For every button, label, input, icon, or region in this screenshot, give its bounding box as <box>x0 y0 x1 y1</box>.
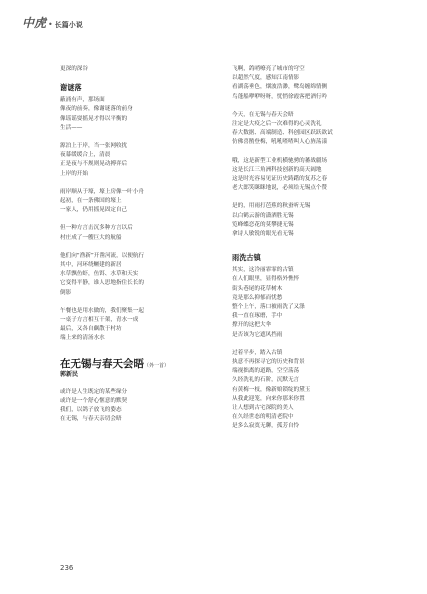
verse-line: 是的，用雨打芭蕉的秋蚕听无锡 <box>232 203 311 210</box>
verse-line: 在久经世态的明清老院中 <box>232 414 294 421</box>
verse-line: 这是长江三角洲科技创新的高天阔地 <box>232 166 322 173</box>
verse-line: 有黄梅一枝，像新娘锁绽的黛玉 <box>232 386 311 393</box>
verse-line: 这是时光容易见证历史踌躇的复苏之春 <box>232 176 328 182</box>
verse-line: 更深的深谷 <box>60 66 88 72</box>
poem-title-text: 在无锡与春天会晤 <box>60 357 144 370</box>
verse-line: 端上来的清汤水水 <box>60 335 105 342</box>
verse-line: 久经洗礼的石阶，沉默无言 <box>232 377 300 384</box>
verse-line: 今天，在无锡与春天会晤 <box>232 111 294 118</box>
verse-line: 在无锡，与春天亲切会晤 <box>60 416 122 423</box>
verse-line: 让人想到古宅深院的美人 <box>232 405 294 411</box>
verse-line: 水草飘鱼虾，鱼饵、水草和天实 <box>60 271 139 278</box>
verse-line: 整个上午，落口被雨洗了又涤 <box>232 304 305 310</box>
verse-line: 撑开的这把大伞 <box>232 322 272 329</box>
poem-title-tag: （外一首） <box>144 362 170 369</box>
verse-line: 鸟蓬船咿咿呀呀，忧悄徐霞客把酒行吟 <box>232 93 328 100</box>
verse-line: 蔽涌有声，那场面 <box>60 97 105 104</box>
verse-line: 执意不再探寻它的历史和背景 <box>232 359 305 365</box>
verse-line: 像夜的前奏，像谢谜落的前身 <box>60 106 133 113</box>
verse-line: 源泊上于岸，当一张网收扰 <box>60 143 128 149</box>
verse-line: 飞啊，鸽哨嘹亮了城市的穹空 <box>232 66 305 72</box>
verse-line: 过着平步，踏入古镇 <box>232 349 283 356</box>
poem-author: 郭新民 <box>60 370 79 378</box>
verse-line: 夜幕缓缓合上，清晨 <box>60 152 111 159</box>
verse-line: 端视拙离的道路，空空荡荡 <box>232 368 300 375</box>
verse-line: 上岸的开始 <box>60 170 88 177</box>
magazine-brand: 中虎 <box>22 16 47 30</box>
verse-line: 或许是人生既定的某些缘分 <box>60 388 128 395</box>
verse-line: 雨岸顺从于壕，壕上房像一叶小舟 <box>60 188 144 195</box>
verse-line: 以白鹤云游的潇洒胜无锡 <box>232 212 294 219</box>
verse-line: 倒影 <box>60 289 72 296</box>
verse-line: 老大郎笑眯眯地说，必须给无锡点个赞 <box>232 185 328 192</box>
verse-line: 或许是一个舒心惬意的默契 <box>60 397 128 404</box>
verse-line: 看湖荡垂色，烟波浩渺，鹭岛缠绵情侧 <box>232 84 328 91</box>
verse-line: 街头巷尾的花草树木 <box>232 285 283 292</box>
verse-line: 一桌子方言相互干架，青水一成 <box>60 317 139 323</box>
verse-line: 我一直在琢磨，手中 <box>232 313 283 320</box>
verse-line: 其实，这冷丽霏霏的古镇 <box>232 267 294 274</box>
page-number: 236 <box>60 564 74 572</box>
verse-line: 是多么寂寞无聊，孤芳自怜 <box>232 423 300 430</box>
section-name: 长篇小说 <box>54 21 83 29</box>
verse-line: 我们，以鸽子放飞的姿态 <box>60 407 122 413</box>
verse-line: 其中，河环绕鳜建的新居 <box>60 262 122 268</box>
verse-line: 以超然气度，感知江南情影 <box>232 75 300 82</box>
verse-line: 但一种方言击沉多种方言以后 <box>60 225 133 232</box>
verse-line: 像谣谣耍摇晃才得以平衡的 <box>60 115 128 122</box>
poem-title: 谢谜落 <box>60 83 82 93</box>
verse-line: 起初，在一条佛国的壕上 <box>60 198 122 204</box>
verse-line: 哦，这是新型工业机横驰骋的蕃战疆场 <box>232 157 328 164</box>
verse-line: 生活—— <box>60 124 83 131</box>
verse-line: 从我此迎笼，向来你那米你置 <box>232 395 305 402</box>
poem-title: 雨洗古镇 <box>232 253 261 263</box>
verse-line: 午餐也是用水做的，我们聚集一起 <box>60 307 144 314</box>
verse-line: 在人们眼里，显得格外憔悴 <box>232 276 300 283</box>
verse-line: 仿佛喜鹊登梅，吼吼喳喳叫人心旌荡漾 <box>232 139 328 146</box>
verse-line: 一家人，仍用摇晃固定自己 <box>60 207 128 214</box>
verse-line: 竟是那么抑郁而忧愁 <box>232 294 283 301</box>
verse-line: 最后，又各自飙散于村坊 <box>60 326 122 333</box>
header-separator: • <box>48 20 53 29</box>
verse-line: 正是夜与不规则晃动搏弈后 <box>60 161 128 168</box>
verse-line: 是否该为它遮风挡雨 <box>232 331 283 338</box>
verse-line: 他们向“渔新”开凿河流，以便航行 <box>60 252 145 259</box>
verse-line: 春大数据、高端制造、科创园区跃跃欲试 <box>232 130 333 137</box>
verse-line: 览峰蝶恋花的莫攀捷无锡 <box>232 221 294 228</box>
verse-line: 注定是大疫之后一次难得的心灵洗礼 <box>232 121 322 127</box>
verse-line: 村庄成了一艘巨大的航船 <box>60 234 122 241</box>
verse-line: 拿诗人敏锐的眼光看无锡 <box>232 231 294 237</box>
verse-line: 它变得平静，谁人思地指住长长的 <box>60 280 144 287</box>
running-header <box>22 14 83 31</box>
